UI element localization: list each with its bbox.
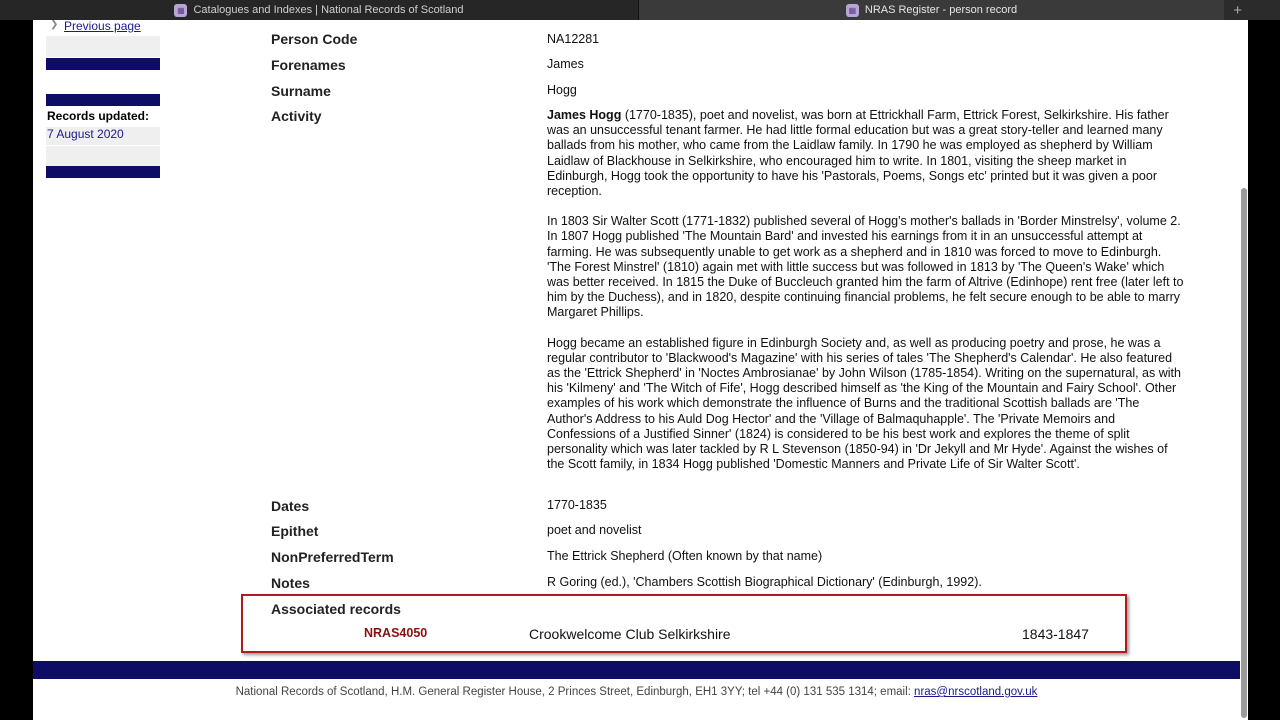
dates-value: 1770-1835 [547, 498, 607, 512]
vertical-scrollbar[interactable] [1240, 20, 1248, 720]
sidebar-divider [46, 58, 160, 70]
footer-bar [33, 661, 1240, 679]
previous-page-link[interactable] [46, 20, 160, 36]
tab-label: Catalogues and Indexes | National Records of Scotland [193, 4, 464, 16]
epithet-value: poet and novelist [547, 523, 642, 537]
footer-text: National Records of Scotland, H.M. General Register House, 2 Princes Street, Edinburgh, EH1 3YY; tel +44 (0) 131 535 1314; email: [235, 686, 915, 698]
footer-address [33, 686, 1240, 698]
associated-record-dates: 1843-1847 [1022, 626, 1089, 642]
paragraph-text: (1770-1835), poet and novelist, was born at Ettrickhall Farm, Ettrick Forest, Selkirkshire. His father was an unsuccessful tenant farmer. He had little formal education but was a great story-teller and learned many ballads from his mother, who came from the Laidlaw family. In 1790 he was employed as shepherd by William Laidlaw of Blackhouse in Selkirkshire, who encouraged him to write. In 1801, visiting the sheep market in Edinburgh, Hogg took the opportunity to have his 'Pastorals, Poems, Songs etc' printed but it was given a poor reception. [547, 108, 1169, 199]
footer-email-link[interactable]: nras@nrscotland.gov.uk [914, 686, 1038, 698]
forenames-label: Forenames [271, 57, 346, 73]
sidebar-divider [46, 94, 160, 106]
sidebar-divider [46, 166, 160, 178]
activity-paragraph: In 1803 Sir Walter Scott (1771-1832) published several of Hogg's mother's ballads in 'Border Minstrelsy', volume 2. In 1807 Hogg published 'The Mountain Bard' and invested his earnings from it in an unsuccessful attempt at farming. He was subsequently unable to get work as a shepherd and in 1810 was forced to move to Edinburgh. 'The Forest Minstrel' (1810) again met with little success but was followed in 1813 by 'The Queen's Wake' which was better received. In 1815 the Duke of Buccleuch granted him the farm of Altrive (Edinhope) rent free (later left to him by the Duchess), and in 1820, despite continuing financial problems, he felt secure enough to be able to marry Margaret Phillips. [547, 214, 1184, 320]
previous-page-label: Previous page [64, 20, 141, 33]
person-code-label: Person Code [271, 31, 358, 47]
sidebar-spacer [46, 36, 160, 57]
tab-catalogues[interactable] [0, 0, 639, 20]
non-preferred-term-value: The Ettrick Shepherd (Often known by that name) [547, 549, 823, 563]
back-arrow-icon: ❯ [50, 20, 59, 30]
epithet-label: Epithet [271, 523, 319, 539]
records-updated-label: Records updated: [47, 109, 150, 123]
scrollbar-thumb[interactable] [1241, 188, 1247, 718]
tab-label: NRAS Register - person record [864, 4, 1018, 16]
person-code-value: NA12281 [547, 32, 600, 46]
associated-record-title: Crookwelcome Club Selkirkshire [529, 626, 731, 642]
new-tab-button[interactable] [1224, 0, 1280, 20]
site-favicon-icon: ▦ [846, 4, 859, 17]
associated-record-code-link[interactable]: NRAS4050 [364, 626, 428, 640]
surname-value: Hogg [547, 83, 577, 97]
person-name-bold: James Hogg [547, 108, 622, 122]
activity-value [547, 108, 1187, 487]
notes-value: R Goring (ed.), 'Chambers Scottish Biographical Dictionary' (Edinburgh, 1992). [547, 575, 982, 589]
notes-label: Notes [271, 575, 310, 591]
dates-label: Dates [271, 498, 310, 514]
activity-label: Activity [271, 108, 322, 124]
sidebar [46, 20, 160, 141]
site-favicon-icon: ▦ [174, 4, 187, 17]
activity-paragraph: Hogg became an established figure in Edinburgh Society and, as well as producing poetry and prose, he was a regular contributor to 'Blackwood's Magazine' with his series of tales 'The Shepherd's Calendar'. He also featured as the 'Ettrick Shepherd' in 'Noctes Ambrosianae' by John Wilson (1785-1854). Writing on the supernatural, as with his 'Kilmeny' and 'The Witch of Fife', Hogg described himself as 'the King of the Mountain and Fairy School'. Other examples of his work which demonstrate the influence of Burns and the traditional Scottish ballads are 'The Author's Address to his Auld Dog Hector' and the 'Village of Balmaquhapple'. The 'Private Memoirs and Confessions of a Justified Sinner' (1824) is considered to be his best work and explores the theme of split personality which was later tackled by R L Stevenson (1850-94) in 'Dr Jekyll and Mr Hyde'. Against the wishes of the Scott family, in 1834 Hogg published 'Domestic Manners and Private Life of Sir Walter Scott'. [547, 335, 1181, 472]
forenames-value: James [547, 57, 584, 71]
page-content [33, 20, 1240, 720]
surname-label: Surname [271, 83, 331, 99]
records-updated-date: 7 August 2020 [46, 127, 160, 145]
sidebar-spacer [46, 146, 160, 166]
window-edge [1248, 20, 1280, 720]
browser-tab-bar [0, 0, 1280, 20]
associated-records-label: Associated records [271, 601, 401, 617]
non-preferred-term-label: NonPreferredTerm [271, 549, 394, 565]
tab-nras-register[interactable] [639, 0, 1224, 20]
associated-records-box [241, 594, 1127, 653]
plus-icon: + [1233, 1, 1242, 19]
activity-paragraph [547, 108, 1187, 199]
